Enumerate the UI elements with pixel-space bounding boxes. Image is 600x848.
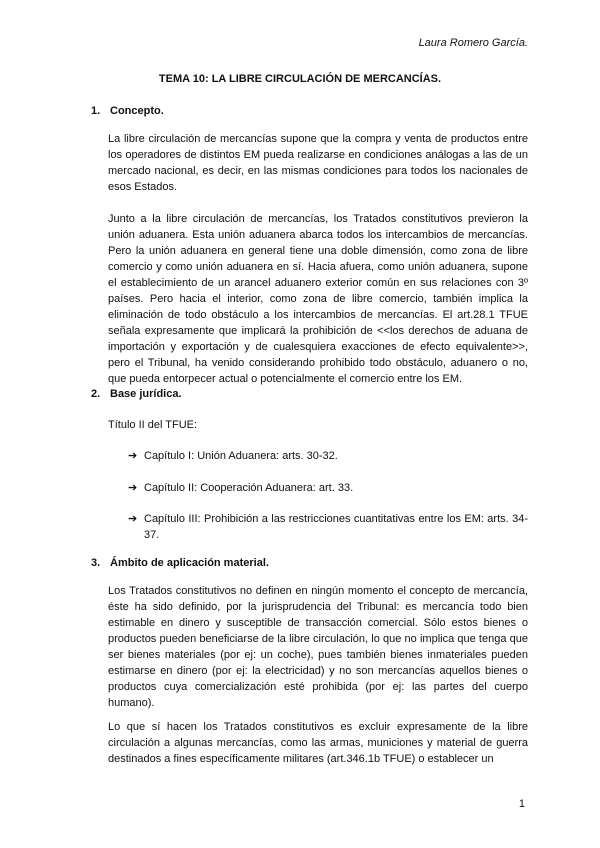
section-number: 2.: [91, 388, 101, 400]
section-title: Concepto.: [110, 105, 164, 117]
section-title: Ámbito de aplicación material.: [110, 557, 269, 569]
base-intro: Título II del TFUE:: [108, 419, 198, 431]
list-item: [128, 448, 528, 464]
arrow-bullet-icon: ➔: [128, 482, 138, 494]
section-heading-ambito: [91, 557, 269, 569]
section-title: Base jurídica.: [110, 388, 182, 400]
author-header: Laura Romero García.: [418, 37, 528, 49]
page-number: 1: [518, 798, 525, 810]
section-heading-concepto: [91, 105, 164, 117]
arrow-bullet-icon: ➔: [128, 513, 138, 525]
section-number: 3.: [91, 557, 101, 569]
document-title: TEMA 10: LA LIBRE CIRCULACIÓN DE MERCANCÍAS.: [158, 73, 442, 85]
concepto-paragraph-1: La libre circulación de mercancías supone que la compra y venta de productos entre los operadores de distintos EM pueda realizarse en condiciones análogas a las de un mercado nacional, es decir, en las mismas condiciones para todos los nacionales de esos Estados.: [108, 133, 528, 193]
ambito-paragraph-2: Lo que sí hacen los Tratados constitutivos es excluir expresamente de la libre circulación a algunas mercancías, como las armas, municiones y material de guerra destinados a fines específicamente militares (art.346.1b TFUE) o establecer un: [108, 721, 528, 765]
list-item: [128, 480, 528, 496]
ambito-paragraph-1: Los Tratados constitutivos no definen en ningún momento el concepto de mercancía, éste ha sido definido, por la jurisprudencia del Tribunal: es mercancía todo bien estimable en dinero y susceptible de transacción comercial. Sólo estos bienes o productos pueden beneficiarse de la libre circulación, lo que no implica que tenga que ser bienes materiales (por ej: un coche), pues también bienes inmateriales pueden estimarse en dinero (por ej: la electricidad) y no son mercancías aquellos bienes o productos cuya comercialización esté prohibida (por ej: las partes del cuerpo humano).: [108, 585, 528, 709]
concepto-paragraph-2: Junto a la libre circulación de mercancías, los Tratados constitutivos previeron la unión aduanera. Esta unión aduanera abarca todos los intercambios de mercancías. Pero la unión aduanera en general tiene una doble dimensión, como zona de libre comercio y como unión aduanera en sí. Hacia afuera, como unión aduanera, supone el establecimiento de un arancel aduanero exterior común en sus relaciones con 3º países. Pero hacia el interior, como zona de libre comercio, también implica la eliminación de todo obstáculo a los intercambios de mercancías. El art.28.1 TFUE señala expresamente que implicará la prohibición de <<los derechos de aduana de importación y exportación y de cualesquiera exacciones de efecto equivalente>>, pero el Tribunal, ha venido considerando prohibido todo obstáculo, aduanero o no, que pueda entorpecer actual o potencialmente el comercio entre los EM.: [108, 213, 528, 385]
list-item-text: Capítulo III: Prohibición a las restricciones cuantitativas entre los EM: arts. 34-37.: [144, 513, 528, 541]
section-heading-base-juridica: [91, 388, 182, 400]
section-number: 1.: [91, 105, 101, 117]
list-item: [128, 511, 528, 543]
arrow-bullet-icon: ➔: [128, 450, 138, 462]
list-item-text: Capítulo II: Cooperación Aduanera: art. 33.: [144, 482, 354, 494]
list-item-text: Capítulo I: Unión Aduanera: arts. 30-32.: [144, 450, 338, 462]
